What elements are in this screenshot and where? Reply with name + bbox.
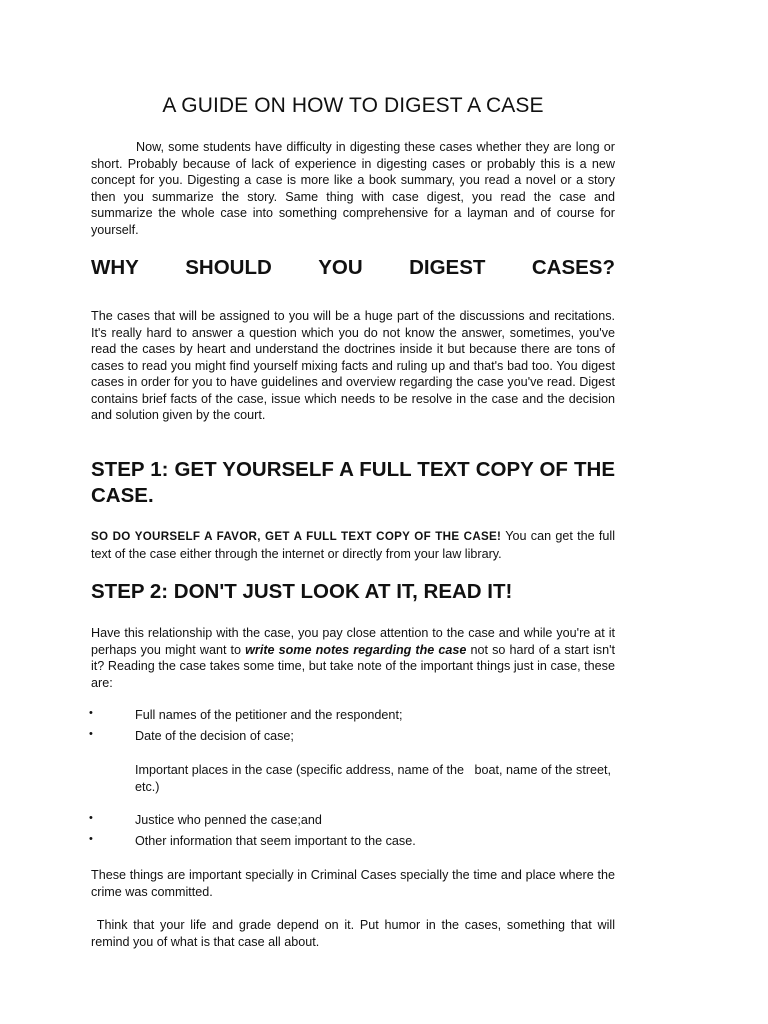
step1-body: You can get the full text of the case either through the internet or directly from your law library. bbox=[91, 529, 616, 561]
why-heading-word: SHOULD bbox=[185, 256, 272, 279]
places-note: Important places in the case (specific address, name of the boat, name of the street, etc.) bbox=[135, 763, 615, 794]
why-paragraph: The cases that will be assigned to you will be a huge part of the discussions and recitations. It's really hard to answer a question which you do not know the answer, sometimes, you've read the cases by heart and understand the doctrines inside it but because there are tons of cases to read you might find yourself mixing facts and ruling up and that's bad too. You digest cases in order for you to have guidelines and overview regarding the case you've read. Digest contains brief facts of the case, issue which needs to be resolve in the case and the decision and solution given by the court. bbox=[91, 309, 615, 422]
page-title: A GUIDE ON HOW TO DIGEST A CASE bbox=[162, 94, 544, 117]
step2-emphasis: write some notes regarding the case bbox=[245, 642, 467, 657]
closing-paragraph-2: Think that your life and grade depend on it. Put humor in the cases, something that will remind you of what is that case all about. bbox=[91, 918, 619, 949]
list-item-text: Date of the decision of case; bbox=[135, 729, 294, 743]
bullet-icon: • bbox=[89, 728, 93, 740]
why-heading-word: WHY bbox=[91, 256, 139, 279]
bullet-icon: • bbox=[89, 833, 93, 845]
step2-heading: STEP 2: DON'T JUST LOOK AT IT, READ IT! bbox=[91, 580, 513, 603]
why-heading bbox=[91, 255, 615, 281]
list-item-text: Other information that seem important to the case. bbox=[135, 834, 416, 848]
step2-body-b: not so hard of a start isn't it? Reading the case takes some time, but take note of the important things just in case, these are: bbox=[91, 642, 615, 690]
closing-paragraph-1: These things are important specially in Criminal Cases specially the time and place where the crime was committed. bbox=[91, 868, 615, 899]
list-item-text: Full names of the petitioner and the respondent; bbox=[135, 708, 403, 722]
intro-paragraph: Now, some students have difficulty in digesting these cases whether they are long or short. Probably because of lack of experience in digesting cases or probably this is a new concept for you. Digesting a case is more like a book summary, you read a novel or a story then you summarize the story. Same thing with case digest, you read the case and summarize the whole case into something comprehensive for a layman and of course for yourself. bbox=[91, 140, 615, 237]
step1-paragraph bbox=[91, 528, 615, 562]
why-heading-word: CASES? bbox=[531, 256, 615, 279]
why-heading-word: DIGEST bbox=[409, 256, 486, 279]
step1-lead: SO DO YOURSELF A FAVOR, GET A FULL TEXT COPY OF THE CASE! bbox=[91, 530, 502, 543]
bullet-icon: • bbox=[89, 707, 93, 719]
step2-body-a: Have this relationship with the case, you pay close attention to the case and while you're at it perhaps you might want to bbox=[91, 626, 615, 657]
step1-heading: STEP 1: GET YOURSELF A FULL TEXT COPY OF THE CASE. bbox=[91, 458, 615, 507]
list-item-text: Justice who penned the case;and bbox=[135, 813, 322, 827]
why-heading-word: YOU bbox=[318, 256, 363, 279]
step2-paragraph bbox=[91, 625, 615, 691]
bullet-icon: • bbox=[89, 812, 93, 824]
